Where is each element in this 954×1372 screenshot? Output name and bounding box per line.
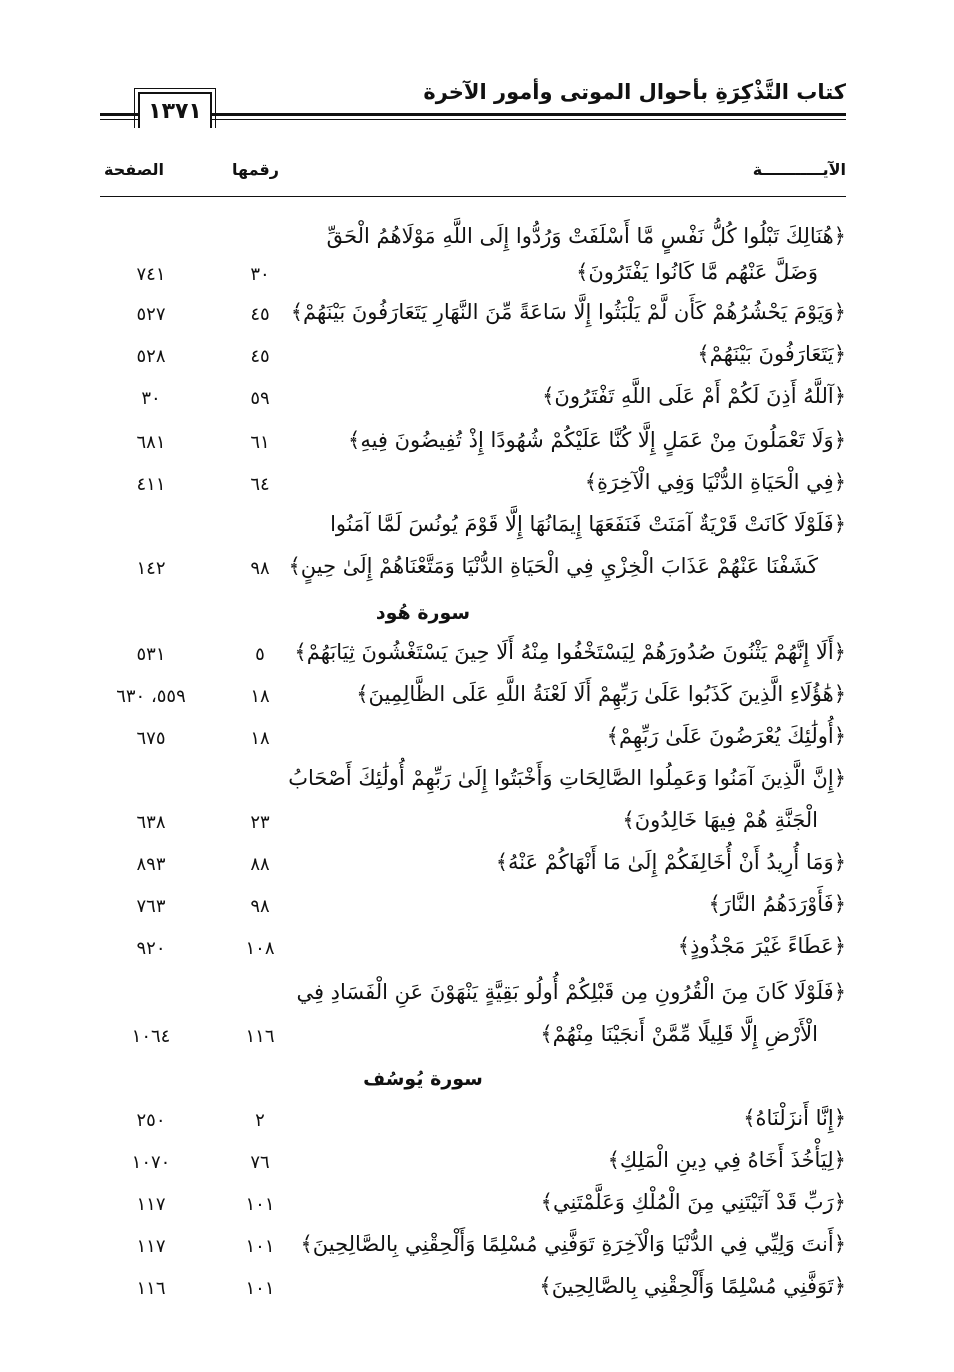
ayah-text: ﴿آللَّهُ أَذِنَ لَكُمْ أَمْ عَلَى اللَّهِ تَفْتَرُونَ﴾ [542, 384, 846, 408]
ayah-number: ٩٨ [250, 558, 270, 579]
page-reference: ٧٦٣ [136, 896, 166, 917]
column-header-rule [100, 196, 846, 197]
ayah-number: ٤٥ [250, 304, 270, 325]
page-reference: ٣٠ [141, 388, 161, 409]
ayah-number: ٤٥ [250, 346, 270, 367]
ayah-number: ٣٠ [250, 264, 270, 285]
ayah-number: ٢ [255, 1110, 265, 1131]
ayah-text: ﴿وَمَا أُرِيدُ أَنْ أُخَالِفَكُمْ إِلَىٰ مَا أَنْهَاكُمْ عَنْهُ﴾ [495, 850, 846, 874]
ayah-number: ١١٦ [245, 1026, 275, 1047]
ayah-number: ١٨ [250, 686, 270, 707]
ayah-text: كَشَفْنَا عَنْهُمْ عَذَابَ الْخِزْيِ فِي الْحَيَاةِ الدُّنْيَا وَمَتَّعْنَاهُمْ إِلَىٰ حِينٍ﴾ [288, 554, 818, 578]
ayah-text: ﴿إِنَّا أَنزَلْنَاهُ﴾ [743, 1106, 846, 1130]
ayah-text: ﴿فَأَوْرَدَهُمُ النَّارَ﴾ [708, 892, 846, 916]
ayah-number: ١٠١ [245, 1194, 275, 1215]
page-reference: ١١٧ [136, 1236, 166, 1257]
column-header-ayah: الآيـــــــــــة [752, 160, 846, 179]
column-header-page: الصفحة [104, 160, 165, 179]
ayah-number: ١٠١ [245, 1278, 275, 1299]
ayah-text: الْجَنَّةِ هُمْ فِيهَا خَالِدُونَ﴾ [622, 808, 818, 832]
ayah-text: ﴿فِي الْحَيَاةِ الدُّنْيَا وَفِي الْآخِرَةِ﴾ [584, 470, 846, 494]
ayah-text: ﴿لِيَأْخُذَ أَخَاهُ فِي دِينِ الْمَلِكِ﴾ [607, 1148, 846, 1172]
ayah-text: ﴿أُولَٰئِكَ يُعْرَضُونَ عَلَىٰ رَبِّهِمْ﴾ [606, 724, 846, 748]
page-reference: ٦٣٨ [136, 812, 166, 833]
column-header-number: رقمها [232, 160, 279, 179]
page-reference: ٨٩٣ [136, 854, 166, 875]
page-reference: ٦٧٥ [136, 728, 166, 749]
surah-heading: سورة هُود [375, 602, 471, 624]
page-reference: ١٤٢ [136, 558, 166, 579]
ayah-text: وَضَلَّ عَنْهُم مَّا كَانُوا يَفْتَرُونَ﴾ [576, 260, 818, 284]
page-reference: ٥٢٧ [136, 304, 166, 325]
ayah-text: ﴿عَطَاءً غَيْرَ مَجْذُوذٍ﴾ [677, 934, 846, 958]
ayah-text: ﴿أَلَا إِنَّهُمْ يَثْنُونَ صُدُورَهُمْ لِيَسْتَخْفُوا مِنْهُ أَلَا حِينَ يَسْتَغْشُونَ ثِيَابَهُمْ﴾ [294, 640, 846, 664]
page-reference: ٤١١ [136, 474, 166, 495]
ayah-number: ٨٨ [250, 854, 270, 875]
page-number: ١٣٧١ [138, 92, 212, 128]
page-reference: ٥٥٩، ٦٣٠ [116, 686, 186, 707]
ayah-number: ١٠١ [245, 1236, 275, 1257]
running-header [100, 76, 846, 130]
ayah-number: ٦١ [250, 432, 270, 453]
page-reference: ١١٧ [136, 1194, 166, 1215]
ayah-number: ١٠٨ [245, 938, 275, 959]
page-reference: ١٠٦٤ [131, 1026, 171, 1047]
ayah-number: ٧٦ [250, 1152, 270, 1173]
page-reference: ٦٨١ [136, 432, 166, 453]
ayah-number: ٥ [255, 644, 265, 665]
ayah-text: ﴿وَلَا تَعْمَلُونَ مِنْ عَمَلٍ إِلَّا كُنَّا عَلَيْكُمْ شُهُودًا إِذْ تُفِيضُونَ فِيهِ﴾ [348, 428, 846, 452]
page-reference: ٩٢٠ [136, 938, 166, 959]
ayah-text: ﴿إِنَّ الَّذِينَ آمَنُوا وَعَمِلُوا الصَّالِحَاتِ وَأَخْبَتُوا إِلَىٰ رَبِّهِمْ أُولَٰئِكَ أَصْحَابُ [288, 766, 846, 790]
ayah-text: ﴿تَوَفَّنِي مُسْلِمًا وَأَلْحِقْنِي بِالصَّالِحِينَ﴾ [539, 1274, 846, 1298]
ayah-number: ٦٤ [250, 474, 270, 495]
page-reference: ١٠٧٠ [131, 1152, 171, 1173]
ayah-text: ﴿وَيَوْمَ يَحْشُرُهُمْ كَأَن لَّمْ يَلْبَثُوا إِلَّا سَاعَةً مِّنَ النَّهَارِ يَتَعَارَفُونَ بَيْنَهُمْ﴾ [290, 300, 846, 324]
ayah-number: ٩٨ [250, 896, 270, 917]
surah-heading: سورة يُوسُف [363, 1068, 483, 1090]
ayah-number: ٥٩ [250, 388, 270, 409]
ayah-text: ﴿فَلَوْلَا كَانَ مِنَ الْقُرُونِ مِن قَبْلِكُمْ أُولُو بَقِيَّةٍ يَنْهَوْنَ عَنِ الْفَسَادِ فِي [296, 980, 846, 1004]
ayah-number: ٢٣ [250, 812, 270, 833]
ayah-number: ١٨ [250, 728, 270, 749]
ayah-text: ﴿هَٰؤُلَاءِ الَّذِينَ كَذَبُوا عَلَىٰ رَبِّهِمْ أَلَا لَعْنَةُ اللَّهِ عَلَى الظَّالِمِينَ﴾ [356, 682, 846, 706]
page-reference: ٥٢٨ [136, 346, 166, 367]
ayah-text: ﴿يَتَعَارَفُونَ بَيْنَهُمْ﴾ [697, 342, 846, 366]
page-reference: ٥٣١ [136, 644, 166, 665]
ayah-text: ﴿فَلَوْلَا كَانَتْ قَرْيَةٌ آمَنَتْ فَنَفَعَهَا إِيمَانُهَا إِلَّا قَوْمَ يُونُسَ لَمَّا آمَنُوا [330, 512, 846, 536]
ayah-text: ﴿رَبِّ قَدْ آتَيْتَنِي مِنَ الْمُلْكِ وَعَلَّمْتَنِي﴾ [540, 1190, 846, 1214]
ayah-text: ﴿أَنتَ وَلِيِّي فِي الدُّنْيَا وَالْآخِرَةِ تَوَفَّنِي مُسْلِمًا وَأَلْحِقْنِي بِالصَّالِحِينَ﴾ [300, 1232, 846, 1256]
page-reference: ٢٥٠ [136, 1110, 166, 1131]
page-reference: ٧٤١ [136, 264, 166, 285]
book-title: كتاب التَّذْكِرَةِ بأحوال الموتى وأمور الآخرة [423, 80, 846, 104]
ayah-text: ﴿هُنَالِكَ تَبْلُوا كُلُّ نَفْسٍ مَّا أَسْلَفَتْ وَرُدُّوا إِلَى اللَّهِ مَوْلَاهُمُ الْحَقِّ [326, 224, 846, 248]
ayah-text: الْأَرْضِ إِلَّا قَلِيلًا مِّمَّنْ أَنجَيْنَا مِنْهُمْ﴾ [540, 1022, 818, 1046]
page-reference: ١١٦ [136, 1278, 166, 1299]
